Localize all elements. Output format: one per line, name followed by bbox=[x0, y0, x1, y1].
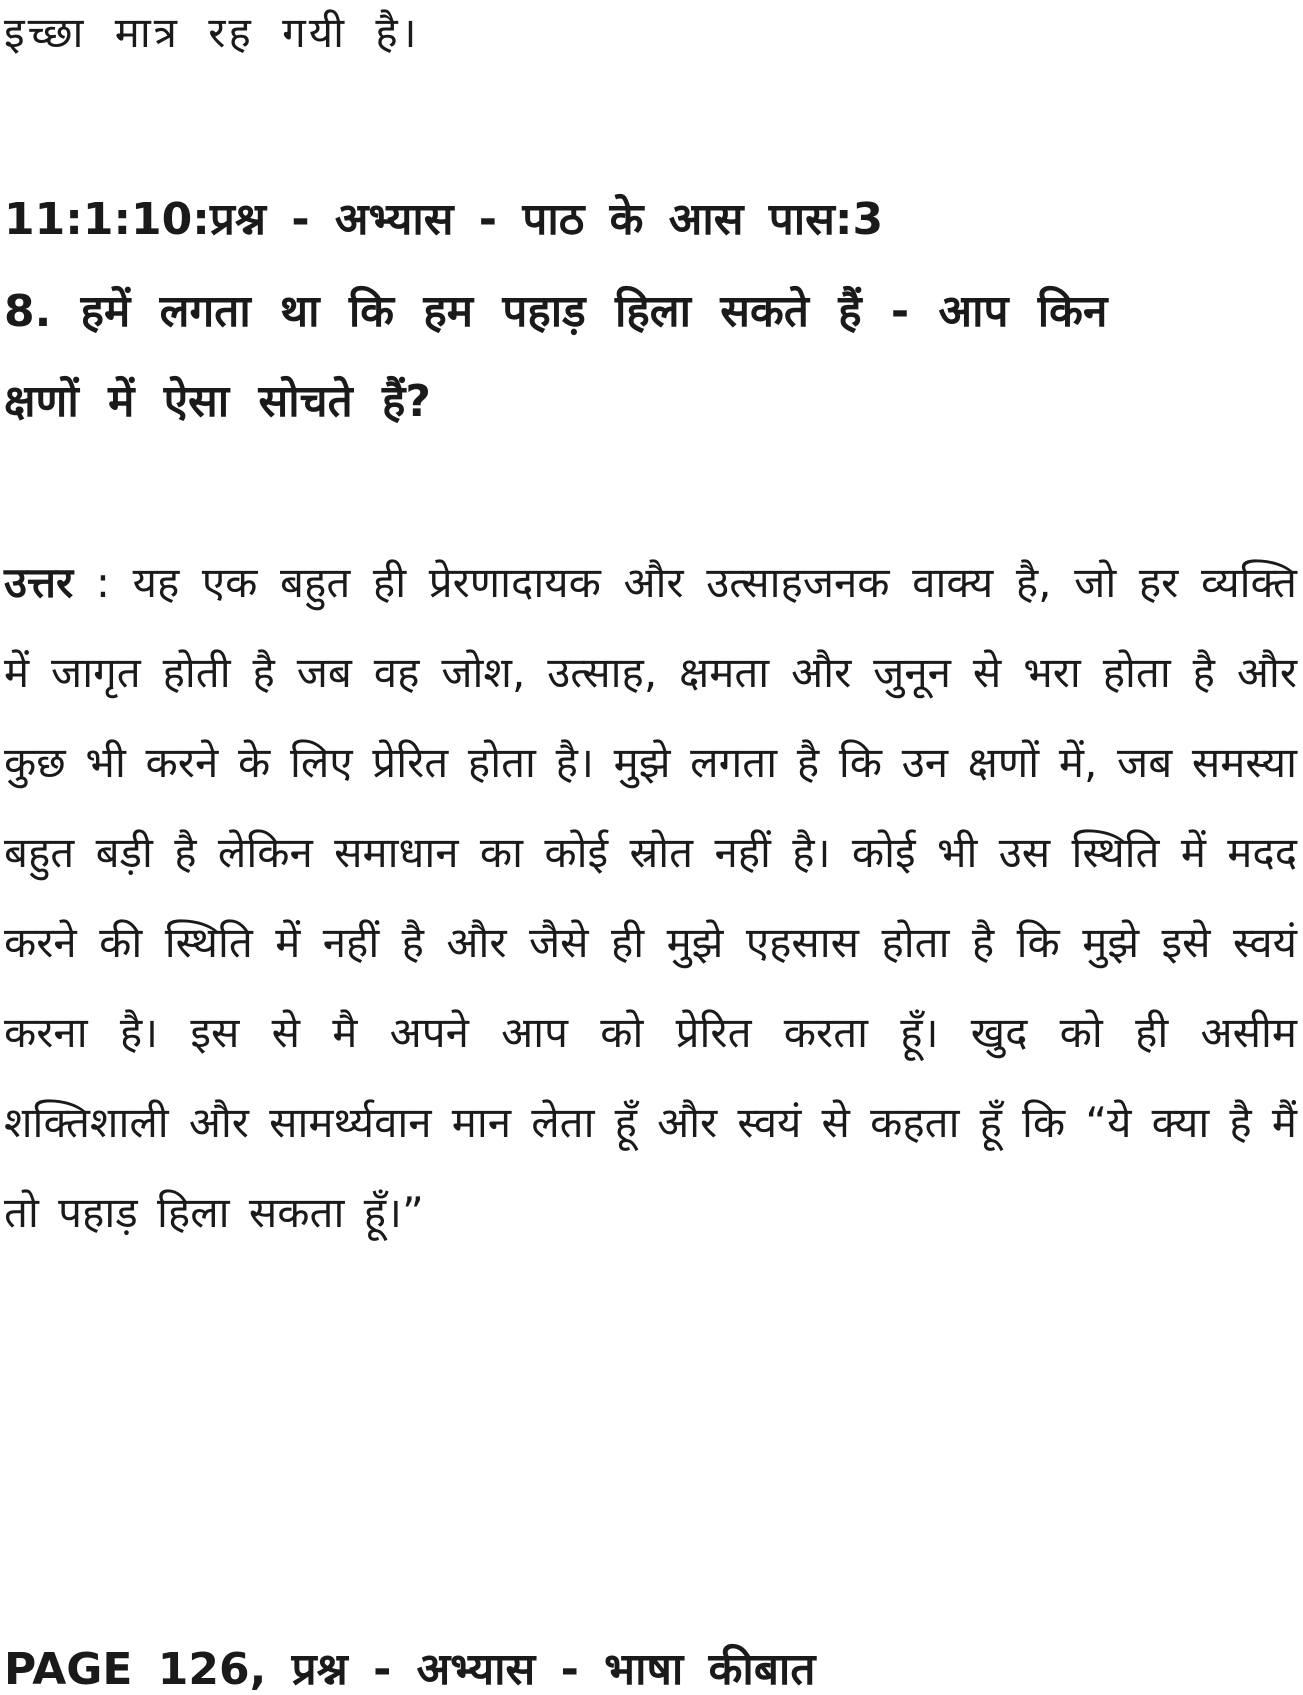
question-header: 11:1:10:प्रश्न - अभ्यास - पाठ के आस पास:3 bbox=[4, 194, 884, 245]
question-text-line-2: क्षणों में ऐसा सोचते हैं? bbox=[4, 376, 431, 427]
answer-separator: : bbox=[73, 558, 133, 607]
question-text-line-1: 8. हमें लगता था कि हम पहाड़ हिला सकते हैं - आप किन bbox=[4, 286, 1108, 337]
previous-answer-tail: इच्छा मात्र रह गयी है। bbox=[4, 8, 420, 57]
answer-label: उत्तर bbox=[4, 558, 74, 607]
answer-paragraph bbox=[4, 538, 1297, 1258]
page-footer: PAGE 126, प्रश्न - अभ्यास - भाषा कीबात bbox=[4, 1644, 816, 1695]
answer-text: यह एक बहुत ही प्रेरणादायक और उत्साहजनक वाक्य है, जो हर व्यक्ति में जागृत होती है जब वह जोश, उत्साह, क्षमता और जुनून से भरा होता है और कुछ भी करने के लिए प्रेरित होता है। मुझे लगता है कि उन क्षणों में, जब समस्या बहुत बड़ी है लेकिन समाधान का कोई स्रोत नहीं है। कोई भी उस स्थिति में मदद करने की स्थिति में नहीं है और जैसे ही मुझे एहसास होता है कि मुझे इसे स्वयं करना है। इस से मै अपने आप को प्रेरित करता हूँ। खुद को ही असीम शक्तिशाली और सामर्थ्यवान मान लेता हूँ और स्वयं से कहता हूँ कि “ये क्या है मैं तो पहाड़ हिला सकता हूँ।” bbox=[4, 558, 1297, 1237]
